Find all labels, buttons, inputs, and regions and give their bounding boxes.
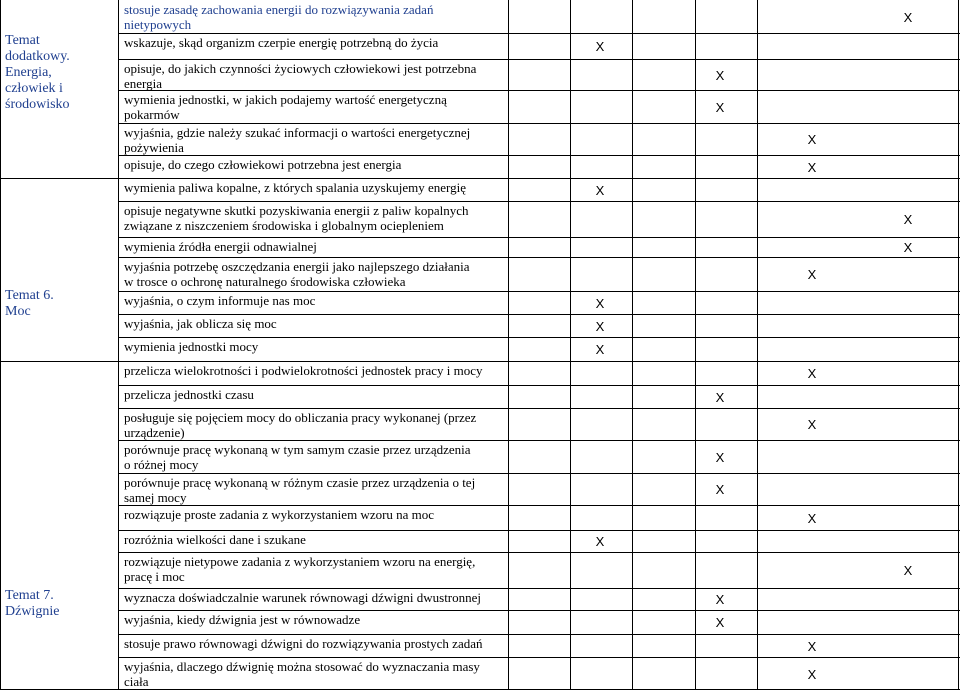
topic-label-line: Temat 6. bbox=[5, 288, 54, 303]
requirement-text bbox=[124, 239, 510, 254]
level-mark: X bbox=[807, 667, 817, 682]
requirement-text-line: stosuje prawo równowagi dźwigni do rozwiązywania prostych zadań bbox=[124, 636, 483, 651]
requirement-text-line: w trosce o ochronę naturalnego środowiska człowieka bbox=[124, 274, 406, 289]
requirement-text-line: wyjaśnia potrzebę oszczędzania energii jako najlepszego działania bbox=[124, 259, 470, 274]
requirement-text bbox=[124, 636, 510, 651]
row-divider bbox=[118, 237, 960, 238]
row-divider bbox=[118, 33, 960, 34]
table-border bbox=[0, 0, 1, 690]
requirement-text bbox=[124, 339, 510, 354]
column-divider bbox=[570, 0, 571, 690]
topic-label bbox=[5, 588, 113, 620]
requirement-text-line: urządzenie) bbox=[124, 425, 185, 440]
row-divider bbox=[118, 337, 960, 338]
row-divider bbox=[118, 201, 960, 202]
requirement-text bbox=[124, 363, 510, 378]
requirement-text-line: wymienia paliwa kopalne, z których spalania uzyskujemy energię bbox=[124, 180, 466, 195]
level-mark: X bbox=[903, 240, 913, 255]
requirement-text bbox=[124, 61, 510, 91]
requirement-text-line: pracę i moc bbox=[124, 569, 185, 584]
row-divider bbox=[118, 385, 960, 386]
requirement-text-line: o różnej mocy bbox=[124, 457, 199, 472]
column-divider bbox=[632, 0, 633, 690]
requirement-text bbox=[124, 125, 510, 155]
topic-label-line: Temat 7. bbox=[5, 588, 54, 603]
requirement-text-line: wyjaśnia, kiedy dźwignia jest w równowadze bbox=[124, 612, 361, 627]
level-mark: X bbox=[807, 417, 817, 432]
level-mark: X bbox=[595, 342, 605, 357]
requirement-text bbox=[124, 532, 510, 547]
requirement-text-line: pokarmów bbox=[124, 107, 180, 122]
requirement-text-line: wyznacza doświadczalnie warunek równowagi dźwigni dwustronnej bbox=[124, 590, 482, 605]
table-border bbox=[958, 0, 959, 690]
level-mark: X bbox=[595, 319, 605, 334]
level-mark: X bbox=[715, 592, 725, 607]
row-divider bbox=[118, 530, 960, 531]
level-mark: X bbox=[807, 132, 817, 147]
requirement-text-line: wskazuje, skąd organizm czerpie energię potrzebną do życia bbox=[124, 35, 439, 50]
requirement-text-line: wymienia jednostki, w jakich podajemy wartość energetyczną bbox=[124, 92, 447, 107]
topic-label bbox=[5, 33, 113, 113]
requirement-text-line: ciała bbox=[124, 674, 149, 689]
topic-label-line: Temat bbox=[5, 33, 40, 48]
requirement-text-line: rozwiązuje proste zadania z wykorzystaniem wzoru na moc bbox=[124, 507, 435, 522]
requirement-text-line: porównuje pracę wykonaną w tym samym czasie przez urządzenia bbox=[124, 442, 471, 457]
level-mark: X bbox=[807, 366, 817, 381]
requirement-text-line: przelicza wielokrotności i podwielokrotności jednostek pracy i mocy bbox=[124, 363, 483, 378]
level-mark: X bbox=[715, 68, 725, 83]
row-divider bbox=[118, 314, 960, 315]
row-divider bbox=[118, 257, 960, 258]
requirement-text bbox=[124, 2, 510, 32]
requirement-text-line: opisuje, do czego człowiekowi potrzebna jest energia bbox=[124, 157, 402, 172]
level-mark: X bbox=[807, 511, 817, 526]
level-mark: X bbox=[807, 160, 817, 175]
column-divider bbox=[757, 0, 758, 690]
requirement-text bbox=[124, 92, 510, 122]
requirement-text-line: wyjaśnia, dlaczego dźwignię można stosować do wyznaczania masy bbox=[124, 659, 480, 674]
requirement-text-line: nietypowych bbox=[124, 17, 192, 32]
requirement-text bbox=[124, 659, 510, 689]
level-mark: X bbox=[903, 563, 913, 578]
requirement-text-line: posługuje się pojęciem mocy do obliczania pracy wykonanej (przez bbox=[124, 410, 477, 425]
requirement-text bbox=[124, 590, 510, 605]
level-mark: X bbox=[715, 100, 725, 115]
level-mark: X bbox=[807, 267, 817, 282]
row-divider bbox=[118, 440, 960, 441]
section-divider bbox=[0, 361, 960, 362]
requirement-text bbox=[124, 180, 510, 195]
level-mark: X bbox=[903, 212, 913, 227]
requirement-text bbox=[124, 475, 510, 505]
requirement-text-line: wymienia źródła energii odnawialnej bbox=[124, 239, 317, 254]
requirement-text-line: stosuje zasadę zachowania energii do rozwiązywania zadań bbox=[124, 2, 434, 17]
requirement-text-line: wyjaśnia, jak oblicza się moc bbox=[124, 316, 277, 331]
requirement-text-line: pożywienia bbox=[124, 140, 184, 155]
row-divider bbox=[118, 505, 960, 506]
row-divider bbox=[118, 155, 960, 156]
row-divider bbox=[118, 408, 960, 409]
requirement-text-line: wyjaśnia, gdzie należy szukać informacji o wartości energetycznej bbox=[124, 125, 471, 140]
requirement-text bbox=[124, 387, 510, 402]
level-mark: X bbox=[715, 482, 725, 497]
requirement-text bbox=[124, 316, 510, 331]
row-divider bbox=[118, 123, 960, 124]
requirement-text-line: związane z niszczeniem środowiska i globalnym ociepleniem bbox=[124, 218, 444, 233]
row-divider bbox=[118, 552, 960, 553]
requirement-text bbox=[124, 612, 510, 627]
level-mark: X bbox=[595, 296, 605, 311]
topic-label-line: dodatkowy. bbox=[5, 49, 70, 64]
requirement-text bbox=[124, 410, 510, 440]
requirement-text-line: przelicza jednostki czasu bbox=[124, 387, 254, 402]
level-mark: X bbox=[595, 183, 605, 198]
topic-label-line: środowisko bbox=[5, 97, 70, 112]
level-mark: X bbox=[807, 639, 817, 654]
level-mark: X bbox=[715, 615, 725, 630]
level-mark: X bbox=[715, 450, 725, 465]
requirement-text-line: opisuje negatywne skutki pozyskiwania energii z paliw kopalnych bbox=[124, 203, 469, 218]
requirement-text bbox=[124, 507, 510, 522]
section-divider bbox=[0, 178, 960, 179]
row-divider bbox=[118, 291, 960, 292]
requirement-text-line: porównuje pracę wykonaną w różnym czasie przez urządzenia o tej bbox=[124, 475, 476, 490]
row-divider bbox=[118, 473, 960, 474]
requirement-text-line: wymienia jednostki mocy bbox=[124, 339, 259, 354]
level-mark: X bbox=[715, 390, 725, 405]
requirement-text-line: opisuje, do jakich czynności życiowych człowiekowi jest potrzebna bbox=[124, 61, 477, 76]
requirement-text bbox=[124, 35, 510, 50]
column-divider bbox=[695, 0, 696, 690]
row-divider bbox=[118, 610, 960, 611]
requirement-text bbox=[124, 203, 510, 233]
topic-label-line: Dźwignie bbox=[5, 604, 60, 619]
level-mark: X bbox=[595, 534, 605, 549]
requirement-text-line: energia bbox=[124, 76, 163, 91]
requirement-text bbox=[124, 157, 510, 172]
requirement-text bbox=[124, 442, 510, 472]
column-divider bbox=[118, 0, 119, 690]
level-mark: X bbox=[903, 10, 913, 25]
requirement-text-line: wyjaśnia, o czym informuje nas moc bbox=[124, 293, 316, 308]
requirement-text bbox=[124, 259, 510, 289]
level-mark: X bbox=[595, 39, 605, 54]
row-divider bbox=[118, 588, 960, 589]
topic-label-line: człowiek i bbox=[5, 81, 63, 96]
requirement-text-line: rozwiązuje nietypowe zadania z wykorzystaniem wzoru na energię, bbox=[124, 554, 476, 569]
topic-label bbox=[5, 288, 113, 320]
row-divider bbox=[118, 634, 960, 635]
topic-label-line: Energia, bbox=[5, 65, 52, 80]
requirement-text bbox=[124, 293, 510, 308]
requirement-text bbox=[124, 554, 510, 584]
row-divider bbox=[118, 657, 960, 658]
requirement-text-line: rozróżnia wielkości dane i szukane bbox=[124, 532, 306, 547]
row-divider bbox=[118, 59, 960, 60]
topic-label-line: Moc bbox=[5, 304, 31, 319]
requirement-text-line: samej mocy bbox=[124, 490, 187, 505]
